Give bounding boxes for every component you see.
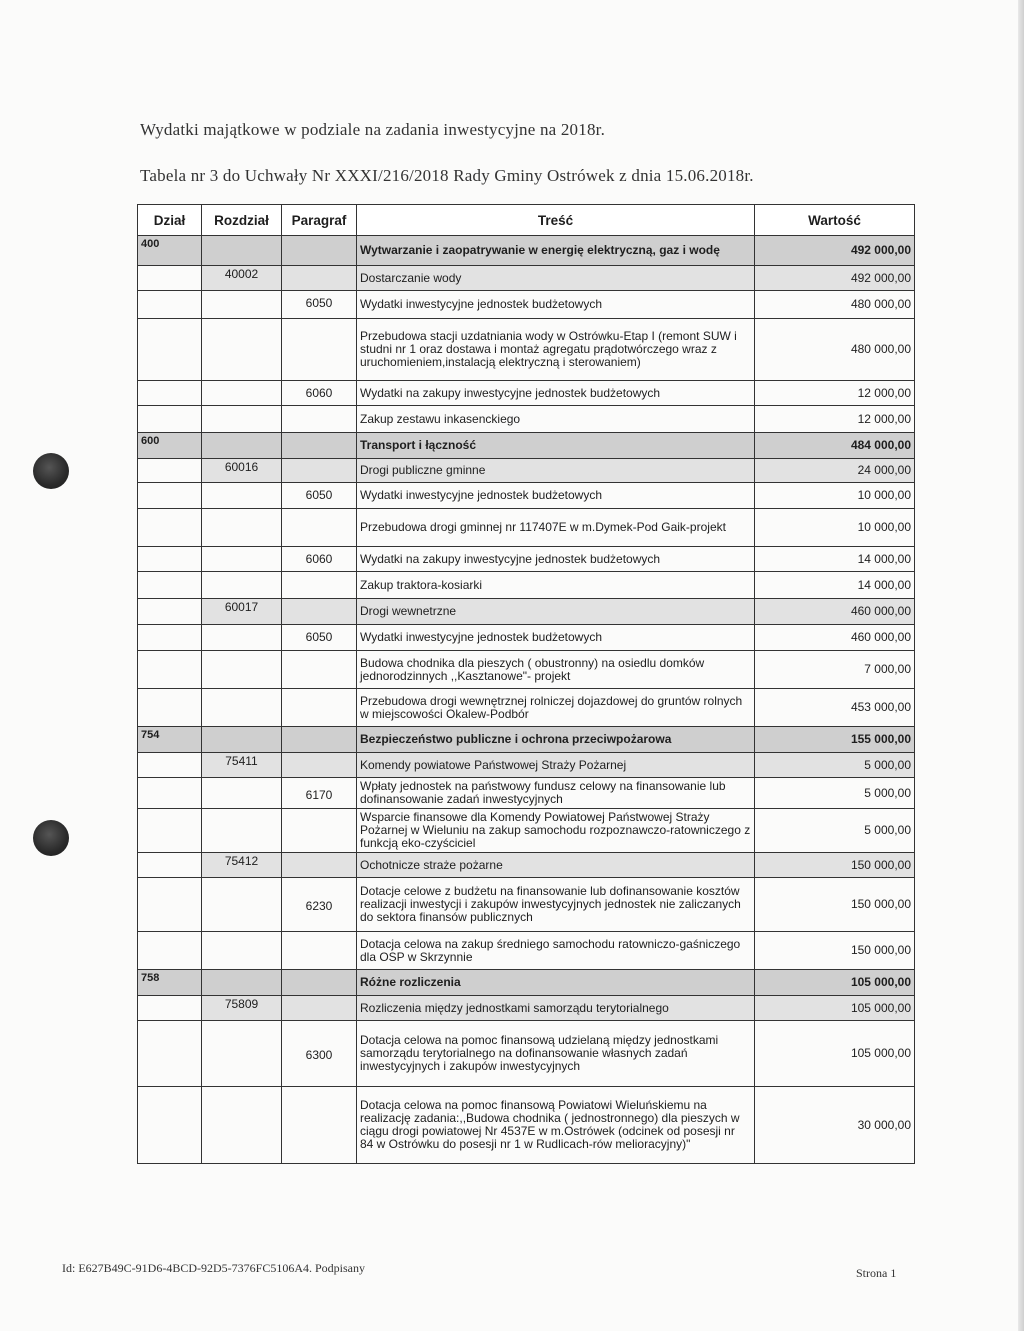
cell-paragraf xyxy=(282,319,357,381)
cell-rozdzial xyxy=(202,625,282,651)
cell-wartosc: 155 000,00 xyxy=(755,727,915,753)
cell-tresc: Wydatki inwestycyjne jednostek budżetowych xyxy=(357,625,755,651)
cell-dzial xyxy=(138,572,202,599)
cell-tresc: Dotacja celowa na pomoc finansową udzielaną między jednostkami samorządu terytorialnego na dofinansowanie własnych zadań inwestycyjnych i zakupów inwestycyjnych xyxy=(357,1021,755,1087)
cell-rozdzial: 40002 xyxy=(202,266,282,291)
cell-tresc: Transport i łączność xyxy=(357,433,755,459)
cell-dzial xyxy=(138,878,202,932)
cell-rozdzial xyxy=(202,509,282,547)
cell-paragraf xyxy=(282,651,357,689)
cell-tresc: Wpłaty jednostek na państwowy fundusz celowy na finansowanie lub dofinansowanie zadań inwestycyjnych xyxy=(357,778,755,809)
table-row xyxy=(138,996,915,1021)
table-row xyxy=(138,572,915,599)
cell-tresc: Bezpieczeństwo publiczne i ochrona przeciwpożarowa xyxy=(357,727,755,753)
cell-rozdzial xyxy=(202,483,282,509)
table-row xyxy=(138,266,915,291)
cell-rozdzial xyxy=(202,651,282,689)
table-row xyxy=(138,509,915,547)
cell-paragraf xyxy=(282,996,357,1021)
cell-wartosc: 492 000,00 xyxy=(755,236,915,266)
cell-paragraf xyxy=(282,433,357,459)
cell-wartosc: 12 000,00 xyxy=(755,406,915,433)
page-subtitle: Tabela nr 3 do Uchwały Nr XXXI/216/2018 Rady Gminy Ostrówek z dnia 15.06.2018r. xyxy=(140,166,754,185)
cell-wartosc: 10 000,00 xyxy=(755,483,915,509)
header-paragraf: Paragraf xyxy=(282,205,357,236)
cell-wartosc: 24 000,00 xyxy=(755,459,915,483)
table-row xyxy=(138,291,915,319)
cell-wartosc: 150 000,00 xyxy=(755,932,915,970)
cell-tresc: Zakup zestawu inkasenckiego xyxy=(357,406,755,433)
cell-wartosc: 492 000,00 xyxy=(755,266,915,291)
cell-paragraf xyxy=(282,809,357,853)
cell-tresc: Budowa chodnika dla pieszych ( obustronny) na osiedlu domków jednorodzinnych ,,Kasztanowe"- projekt xyxy=(357,651,755,689)
cell-dzial xyxy=(138,319,202,381)
cell-wartosc: 105 000,00 xyxy=(755,996,915,1021)
cell-rozdzial xyxy=(202,381,282,406)
cell-tresc: Wsparcie finansowe dla Komendy Powiatowej Państwowej Straży Pożarnej w Wieluniu na zakup samochodu rozpoznawczo-ratowniczego z funkcją eko-czyściciel xyxy=(357,809,755,853)
table-row xyxy=(138,970,915,996)
cell-paragraf xyxy=(282,599,357,625)
cell-dzial xyxy=(138,266,202,291)
cell-dzial xyxy=(138,625,202,651)
table-body xyxy=(138,236,915,1164)
header-wartosc: Wartość xyxy=(755,205,915,236)
table-header-row xyxy=(138,205,915,236)
table-row xyxy=(138,381,915,406)
cell-dzial xyxy=(138,459,202,483)
cell-tresc: Komendy powiatowe Państwowej Straży Pożarnej xyxy=(357,753,755,778)
table-row xyxy=(138,1021,915,1087)
cell-tresc: Różne rozliczenia xyxy=(357,970,755,996)
table-row xyxy=(138,753,915,778)
cell-paragraf: 6050 xyxy=(282,483,357,509)
cell-rozdzial xyxy=(202,406,282,433)
table-row xyxy=(138,727,915,753)
cell-dzial: 600 xyxy=(138,433,202,459)
cell-paragraf xyxy=(282,459,357,483)
cell-rozdzial xyxy=(202,291,282,319)
cell-tresc: Ochotnicze straże pożarne xyxy=(357,853,755,878)
cell-rozdzial xyxy=(202,878,282,932)
cell-tresc: Wydatki inwestycyjne jednostek budżetowych xyxy=(357,483,755,509)
cell-paragraf: 6060 xyxy=(282,547,357,572)
cell-paragraf xyxy=(282,727,357,753)
cell-dzial xyxy=(138,509,202,547)
table-row xyxy=(138,651,915,689)
table-row xyxy=(138,932,915,970)
cell-paragraf: 6300 xyxy=(282,1021,357,1087)
cell-dzial xyxy=(138,599,202,625)
cell-rozdzial xyxy=(202,970,282,996)
cell-rozdzial xyxy=(202,236,282,266)
cell-wartosc: 453 000,00 xyxy=(755,689,915,727)
cell-paragraf: 6230 xyxy=(282,878,357,932)
budget-table xyxy=(137,204,915,1164)
cell-rozdzial xyxy=(202,778,282,809)
cell-rozdzial xyxy=(202,433,282,459)
cell-wartosc: 105 000,00 xyxy=(755,970,915,996)
cell-rozdzial xyxy=(202,809,282,853)
table-row xyxy=(138,483,915,509)
cell-paragraf xyxy=(282,236,357,266)
cell-tresc: Dostarczanie wody xyxy=(357,266,755,291)
cell-dzial xyxy=(138,778,202,809)
cell-wartosc: 5 000,00 xyxy=(755,809,915,853)
cell-rozdzial xyxy=(202,547,282,572)
table-row xyxy=(138,599,915,625)
table-row xyxy=(138,689,915,727)
cell-wartosc: 5 000,00 xyxy=(755,753,915,778)
cell-tresc: Wydatki na zakupy inwestycyjne jednostek budżetowych xyxy=(357,547,755,572)
punch-hole-top xyxy=(33,453,69,489)
table-row xyxy=(138,433,915,459)
cell-tresc: Dotacje celowe z budżetu na finansowanie lub dofinansowanie kosztów realizacji inwestycji i zakupów inwestycyjnych jednostek nie zaliczanych do sektora finansów publicznych xyxy=(357,878,755,932)
cell-wartosc: 460 000,00 xyxy=(755,599,915,625)
document-id: Id: E627B49C-91D6-4BCD-92D5-7376FC5106A4. Podpisany xyxy=(62,1261,366,1275)
cell-paragraf xyxy=(282,406,357,433)
cell-rozdzial xyxy=(202,727,282,753)
cell-tresc: Drogi wewnetrzne xyxy=(357,599,755,625)
cell-tresc: Rozliczenia między jednostkami samorządu terytorialnego xyxy=(357,996,755,1021)
table-row xyxy=(138,809,915,853)
cell-rozdzial: 60016 xyxy=(202,459,282,483)
cell-rozdzial xyxy=(202,319,282,381)
cell-rozdzial xyxy=(202,572,282,599)
cell-dzial xyxy=(138,689,202,727)
table-row xyxy=(138,319,915,381)
cell-dzial xyxy=(138,381,202,406)
cell-tresc: Przebudowa drogi gminnej nr 117407E w m.Dymek-Pod Gaik-projekt xyxy=(357,509,755,547)
cell-rozdzial xyxy=(202,1087,282,1164)
cell-wartosc: 14 000,00 xyxy=(755,547,915,572)
cell-paragraf xyxy=(282,689,357,727)
cell-paragraf xyxy=(282,266,357,291)
cell-rozdzial xyxy=(202,932,282,970)
cell-paragraf: 6050 xyxy=(282,291,357,319)
table-row xyxy=(138,236,915,266)
cell-rozdzial: 75809 xyxy=(202,996,282,1021)
cell-paragraf: 6050 xyxy=(282,625,357,651)
table-row xyxy=(138,625,915,651)
table-row xyxy=(138,853,915,878)
cell-paragraf: 6060 xyxy=(282,381,357,406)
cell-tresc: Przebudowa drogi wewnętrznej rolniczej dojazdowej do gruntów rolnych w miejscowości Okalew-Podbór xyxy=(357,689,755,727)
cell-tresc: Wydatki inwestycyjne jednostek budżetowych xyxy=(357,291,755,319)
cell-wartosc: 484 000,00 xyxy=(755,433,915,459)
cell-dzial xyxy=(138,932,202,970)
header-rozdzial: Rozdział xyxy=(202,205,282,236)
cell-wartosc: 105 000,00 xyxy=(755,1021,915,1087)
cell-wartosc: 7 000,00 xyxy=(755,651,915,689)
page-number: Strona 1 xyxy=(856,1266,897,1280)
cell-wartosc: 30 000,00 xyxy=(755,1087,915,1164)
cell-paragraf xyxy=(282,572,357,599)
cell-tresc: Dotacja celowa na pomoc finansową Powiatowi Wieluńskiemu na realizację zadania:,,Budowa chodnika ( jednostronnego) dla pieszych w ciągu drogi powiatowej Nr 4537E w m.Ostrówek (odcinek od posesji nr 84 w Ostrówku do posesji nr 1 w Rudlicach-rów melioracyjny)" xyxy=(357,1087,755,1164)
cell-tresc: Przebudowa stacji uzdatniania wody w Ostrówku-Etap I (remont SUW i studni nr 1 oraz dostawa i montaż agregatu prądotwórczego wraz z uruchomieniem,instalacją elektryczną i sterowaniem) xyxy=(357,319,755,381)
cell-wartosc: 10 000,00 xyxy=(755,509,915,547)
cell-dzial xyxy=(138,406,202,433)
cell-paragraf xyxy=(282,932,357,970)
cell-paragraf xyxy=(282,1087,357,1164)
cell-wartosc: 150 000,00 xyxy=(755,878,915,932)
header-dzial: Dział xyxy=(138,205,202,236)
cell-wartosc: 12 000,00 xyxy=(755,381,915,406)
cell-paragraf xyxy=(282,509,357,547)
cell-wartosc: 14 000,00 xyxy=(755,572,915,599)
cell-dzial: 754 xyxy=(138,727,202,753)
cell-tresc: Wydatki na zakupy inwestycyjne jednostek budżetowych xyxy=(357,381,755,406)
cell-dzial: 400 xyxy=(138,236,202,266)
scan-edge xyxy=(1018,0,1024,1331)
cell-dzial xyxy=(138,651,202,689)
table-row xyxy=(138,406,915,433)
cell-wartosc: 480 000,00 xyxy=(755,291,915,319)
cell-dzial xyxy=(138,1087,202,1164)
cell-dzial xyxy=(138,809,202,853)
cell-wartosc: 5 000,00 xyxy=(755,778,915,809)
cell-tresc: Drogi publiczne gminne xyxy=(357,459,755,483)
table-row xyxy=(138,459,915,483)
table-row xyxy=(138,1087,915,1164)
cell-dzial: 758 xyxy=(138,970,202,996)
punch-hole-bottom xyxy=(33,820,69,856)
cell-dzial xyxy=(138,1021,202,1087)
cell-tresc: Wytwarzanie i zaopatrywanie w energię elektryczną, gaz i wodę xyxy=(357,236,755,266)
cell-rozdzial xyxy=(202,1021,282,1087)
cell-paragraf xyxy=(282,853,357,878)
cell-paragraf xyxy=(282,753,357,778)
cell-paragraf xyxy=(282,970,357,996)
cell-paragraf: 6170 xyxy=(282,778,357,809)
cell-wartosc: 150 000,00 xyxy=(755,853,915,878)
cell-dzial xyxy=(138,996,202,1021)
cell-dzial xyxy=(138,547,202,572)
table-row xyxy=(138,778,915,809)
cell-rozdzial: 75412 xyxy=(202,853,282,878)
cell-tresc: Dotacja celowa na zakup średniego samochodu ratowniczo-gaśniczego dla OSP w Skrzynnie xyxy=(357,932,755,970)
cell-wartosc: 480 000,00 xyxy=(755,319,915,381)
cell-dzial xyxy=(138,753,202,778)
cell-rozdzial xyxy=(202,689,282,727)
table-row xyxy=(138,878,915,932)
cell-rozdzial: 60017 xyxy=(202,599,282,625)
cell-wartosc: 460 000,00 xyxy=(755,625,915,651)
cell-dzial xyxy=(138,853,202,878)
page-title: Wydatki majątkowe w podziale na zadania inwestycyjne na 2018r. xyxy=(140,120,606,139)
cell-tresc: Zakup traktora-kosiarki xyxy=(357,572,755,599)
cell-dzial xyxy=(138,291,202,319)
table-row xyxy=(138,547,915,572)
cell-dzial xyxy=(138,483,202,509)
cell-rozdzial: 75411 xyxy=(202,753,282,778)
header-tresc: Treść xyxy=(357,205,755,236)
